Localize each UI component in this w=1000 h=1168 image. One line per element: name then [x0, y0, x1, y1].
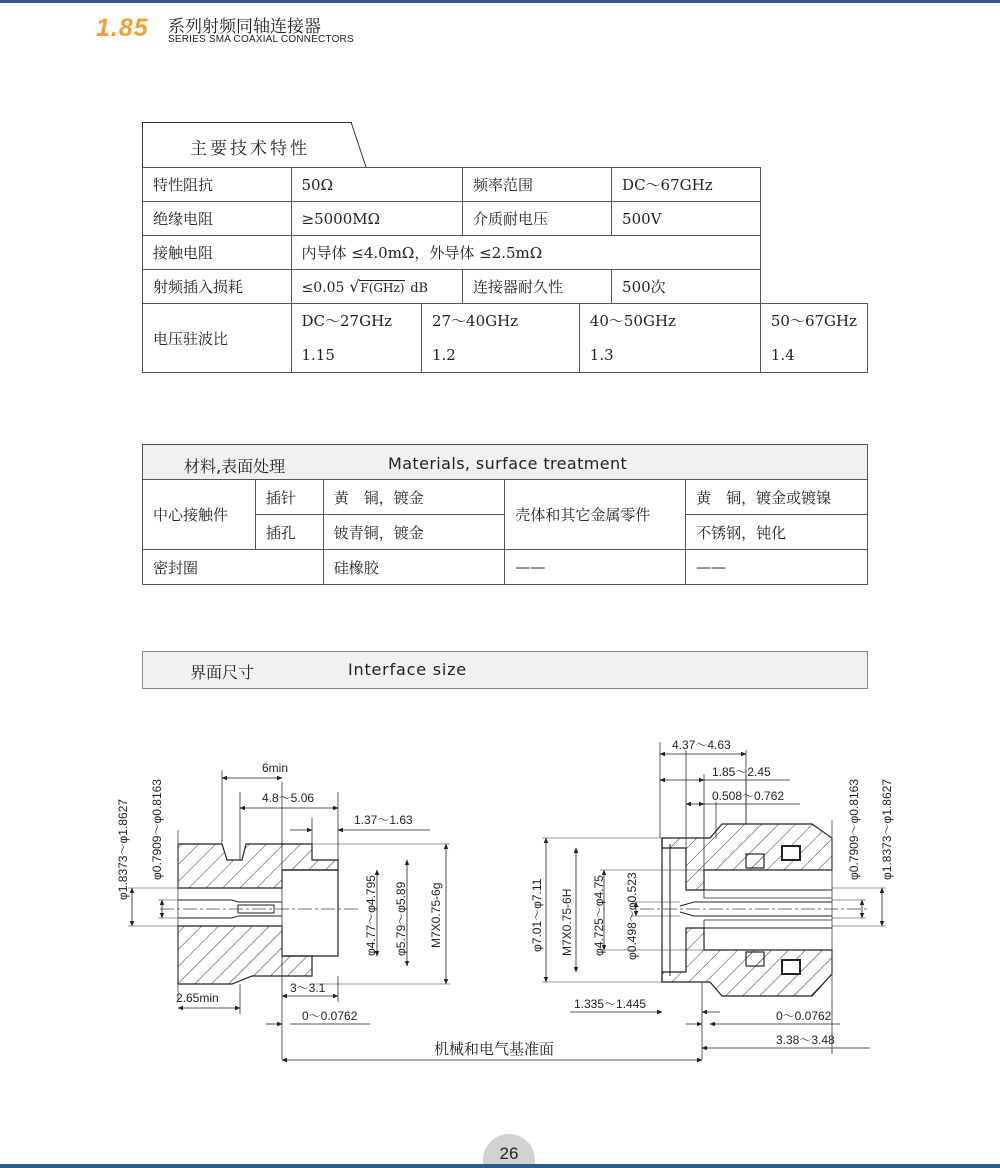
- interface-title-cn: 界面尺寸: [190, 663, 255, 682]
- header-title-cn: 系列射频同轴连接器: [168, 17, 321, 37]
- top-rule: [0, 0, 1000, 3]
- seal-dash-2: ——: [686, 550, 868, 585]
- ref-plane-label: 机械和电气基准面: [434, 1040, 555, 1058]
- insertion-label: 射频插入损耗: [143, 270, 292, 304]
- dim-len-48: 4.8～5.06: [262, 791, 315, 805]
- pin-label: 插针: [255, 480, 323, 515]
- dim-right-inner-dia: φ0.7909～φ0.8163: [847, 779, 861, 880]
- dim-len-3: 3～3.1: [290, 981, 326, 995]
- page-number: 26: [499, 1144, 519, 1163]
- dim-right-outer-dia: φ1.8373～φ1.8627: [880, 779, 894, 880]
- table-row: [143, 202, 868, 236]
- dim-dia-701: φ7.01～φ7.11: [530, 878, 544, 952]
- dim-tol-left: 0～0.0762: [302, 1009, 358, 1023]
- shell-label: 壳体和其它金属零件: [505, 480, 686, 550]
- frequency-label: 频率范围: [463, 168, 612, 202]
- insertion-unit: dB: [410, 281, 429, 296]
- tech-specs-title: 主要技术特性: [190, 139, 310, 159]
- durability-label: 连接器耐久性: [463, 270, 612, 304]
- socket-value: 铍青铜，镀金: [323, 515, 505, 550]
- socket-label: 插孔: [255, 515, 323, 550]
- dielectric-label: 介质耐电压: [463, 202, 612, 236]
- series-number: 1.85: [96, 14, 149, 42]
- dim-len-185: 1.85～2.45: [712, 765, 771, 779]
- vswr-band-label: DC～27GHz: [301, 312, 393, 330]
- vswr-value: 1.3: [589, 346, 614, 364]
- tech-specs-table: [142, 167, 868, 373]
- shell-value-1: 黄 铜，镀金或镀镍: [686, 480, 868, 515]
- left-plug-drawing: [116, 761, 450, 1060]
- insertion-value: [291, 270, 463, 304]
- right-jack-drawing: [530, 738, 894, 1060]
- vswr-band-4: [760, 304, 867, 373]
- contact-label: 接触电阻: [143, 236, 292, 270]
- seal-label: 密封圈: [143, 550, 324, 585]
- table-row: [143, 168, 868, 202]
- materials-table: [142, 479, 868, 585]
- insertion-sqrt: F(GHz): [360, 281, 405, 295]
- sqrt-icon: √: [349, 277, 360, 296]
- table-row: [143, 270, 868, 304]
- vswr-band-label: 27～40GHz: [431, 312, 519, 330]
- insulation-label: 绝缘电阻: [143, 202, 292, 236]
- dim-tol-right: 0～0.0762: [776, 1009, 832, 1023]
- seal-dash-1: ——: [505, 550, 686, 585]
- dim-left-inner-dia: φ0.7909～φ0.8163: [150, 779, 164, 880]
- header-title-en: SERIES SMA COAXIAL CONNECTORS: [168, 34, 354, 45]
- impedance-label: 特性阻抗: [143, 168, 292, 202]
- seal-value: 硅橡胶: [323, 550, 505, 585]
- table-row: [143, 236, 868, 270]
- table-row: [143, 304, 868, 373]
- dim-len-0508: 0.508～0.762: [712, 789, 785, 803]
- insertion-prefix: ≤0.05: [301, 280, 345, 296]
- dim-thread-h: M7X0.75-6H: [560, 888, 574, 956]
- dielectric-value: 500V: [612, 202, 761, 236]
- dim-dia-0498: φ0.498～φ0.523: [625, 872, 639, 960]
- dim-len-338: 3.38～3.48: [776, 1033, 835, 1047]
- dim-dia-579: φ5.79～φ5.89: [394, 881, 408, 956]
- materials-title-cn: 材料,表面处理: [184, 457, 286, 476]
- dim-dia-4725: φ4.725～φ4.75: [592, 875, 606, 956]
- materials-title-en: Materials, surface treatment: [388, 454, 628, 473]
- dim-len-137: 1.37～1.63: [354, 813, 413, 827]
- table-row: [143, 480, 868, 515]
- impedance-value: 50Ω: [291, 168, 463, 202]
- interface-title-en: Interface size: [348, 660, 467, 679]
- frequency-value: DC～67GHz: [612, 168, 761, 202]
- table-row: [143, 550, 868, 585]
- dim-len-437: 4.37～4.63: [672, 738, 731, 752]
- durability-value: 500次: [612, 270, 761, 304]
- title-tab-slant: [340, 120, 370, 170]
- interface-drawing: [0, 720, 1000, 1120]
- vswr-value: 1.2: [431, 346, 456, 364]
- dim-left-outer-dia: φ1.8373～φ1.8627: [116, 799, 130, 900]
- vswr-value: 1.4: [770, 346, 795, 364]
- dim-len-265: 2.65min: [176, 991, 219, 1005]
- vswr-band-3: [579, 304, 760, 373]
- contact-value: 内导体 ≤4.0mΩ，外导体 ≤2.5mΩ: [291, 236, 760, 270]
- bottom-rule: [0, 1164, 1000, 1168]
- vswr-band-1: [291, 304, 421, 373]
- vswr-label: 电压驻波比: [143, 304, 292, 373]
- vswr-band-label: 40～50GHz: [589, 312, 676, 330]
- dim-dia-477: φ4.77～φ4.795: [364, 875, 378, 956]
- dim-thread-g: M7X0.75-6g: [429, 882, 443, 948]
- dim-six-min: 6min: [262, 761, 289, 775]
- vswr-band-label: 50～67GHz: [770, 312, 857, 330]
- pin-value: 黄 铜，镀金: [323, 480, 505, 515]
- dim-len-1335: 1.335～1.445: [574, 997, 647, 1011]
- vswr-value: 1.15: [301, 346, 335, 364]
- center-contact-label: 中心接触件: [143, 480, 256, 550]
- vswr-band-2: [421, 304, 579, 373]
- insulation-value: ≥5000MΩ: [291, 202, 463, 236]
- shell-value-2: 不锈钢，钝化: [686, 515, 868, 550]
